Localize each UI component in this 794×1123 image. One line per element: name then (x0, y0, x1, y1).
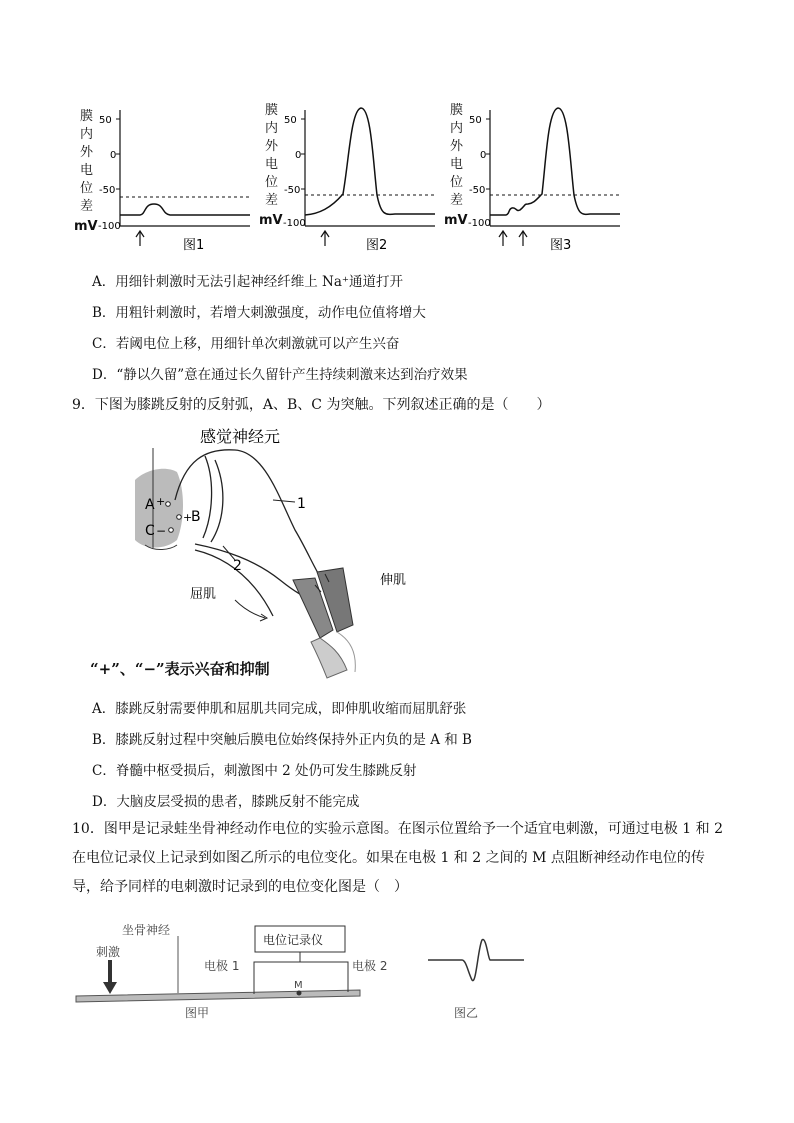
svg-text:位: 位 (80, 181, 94, 196)
flexor-label: 屈肌 (190, 587, 217, 602)
stimulus-label: 刺激 (96, 945, 121, 959)
q9-option-c: C．脊髓中枢受损后，刺激图中 2 处仍可发生膝跳反射 (92, 763, 417, 779)
synapse-a: A (145, 497, 155, 513)
sensory-neuron-label: 感觉神经元 (200, 427, 281, 446)
q8-option-c: C．若阈电位上移，用细针单次刺激就可以产生兴奋 (92, 336, 400, 352)
nerve-recording-diagram (70, 918, 540, 1028)
svg-text:膜: 膜 (80, 109, 94, 124)
svg-text:电: 电 (450, 157, 464, 172)
svg-text:mV: mV (444, 213, 468, 228)
tick-50: 50 (99, 115, 112, 126)
graph-3-caption: 图3 (550, 238, 572, 253)
svg-text:-100: -100 (283, 218, 306, 229)
q8-option-a: A．用细针刺激时无法引起神经纤维上 Na⁺通道打开 (92, 274, 404, 290)
graph-2 (259, 103, 435, 253)
svg-text:差: 差 (265, 193, 279, 208)
svg-text:外: 外 (450, 139, 464, 154)
svg-text:内: 内 (265, 121, 279, 136)
svg-text:+: + (156, 495, 166, 508)
recorder-label: 电位记录仪 (263, 933, 324, 947)
svg-text:位: 位 (265, 175, 279, 190)
label-1: 1 (297, 496, 306, 512)
svg-text:0: 0 (480, 150, 487, 161)
svg-text:电: 电 (80, 163, 94, 178)
label-2: 2 (233, 558, 242, 574)
synapse-b: B (191, 509, 201, 525)
diagram-caption: “+”、“−”表示兴奋和抑制 (90, 660, 270, 678)
svg-text:-100: -100 (468, 218, 491, 229)
q8-graphs (70, 100, 630, 260)
graph-1-caption: 图1 (183, 238, 205, 253)
svg-text:-50: -50 (469, 185, 486, 196)
svg-text:内: 内 (80, 127, 94, 142)
svg-text:外: 外 (265, 139, 279, 154)
svg-text:mV: mV (74, 219, 98, 234)
tick-neg100: -100 (98, 221, 121, 232)
q9-stem: 9．下图为膝跳反射的反射弧，A、B、C 为突触。下列叙述正确的是（ ） (72, 397, 551, 413)
tick-0: 0 (110, 150, 117, 161)
figure-jia-caption: 图甲 (185, 1006, 210, 1020)
svg-text:膜: 膜 (450, 103, 464, 118)
svg-text:50: 50 (469, 115, 482, 126)
graph-2-caption: 图2 (366, 238, 388, 253)
electrode-1-label: 电极 1 (204, 959, 240, 973)
svg-text:−: − (156, 524, 167, 538)
point-m-label: M (294, 980, 303, 991)
q9-option-b: B．膝跳反射过程中突触后膜电位始终保持外正内负的是 A 和 B (92, 732, 472, 748)
extensor-label: 伸肌 (380, 573, 407, 588)
tick-neg50: -50 (99, 185, 116, 196)
q10-stem: 10．图甲是记录蛙坐骨神经动作电位的实验示意图。在图示位置给予一个适宜电刺激，可通过电极 1 和 2 在电位记录仪上记录到如图乙所示的电位变化。如果在电极 1 和 2 之间的 M 点阻断神经动作电位的传导，给予同样的电刺激时记录到的电位变化图是（ ） (72, 821, 723, 895)
svg-text:膜: 膜 (265, 103, 279, 118)
q9-option-d: D．大脑皮层受损的患者，膝跳反射不能完成 (92, 794, 360, 810)
graph-1-ylabel (74, 109, 98, 234)
nerve-label: 坐骨神经 (122, 923, 171, 937)
svg-text:差: 差 (80, 199, 94, 214)
svg-text:50: 50 (284, 115, 297, 126)
figure-yi-caption: 图乙 (454, 1006, 479, 1020)
electrode-2-label: 电极 2 (352, 959, 388, 973)
svg-text:mV: mV (259, 213, 283, 228)
knee-reflex-diagram (115, 420, 435, 682)
svg-text:电: 电 (265, 157, 279, 172)
svg-text:-50: -50 (284, 185, 301, 196)
q8-option-b: B．用粗针刺激时，若增大刺激强度，动作电位值将增大 (92, 305, 426, 321)
svg-text:0: 0 (295, 150, 302, 161)
q8-option-d: D．“静以久留”意在通过长久留针产生持续刺激来达到治疗效果 (92, 367, 468, 383)
graph-1 (74, 109, 250, 253)
svg-text:差: 差 (450, 193, 464, 208)
synapse-c: C (145, 523, 155, 539)
svg-text:内: 内 (450, 121, 464, 136)
graph-3 (444, 103, 620, 253)
svg-text:+: + (183, 511, 193, 524)
q9-option-a: A．膝跳反射需要伸肌和屈肌共同完成，即伸肌收缩而屈肌舒张 (92, 701, 467, 717)
svg-text:位: 位 (450, 175, 464, 190)
svg-text:外: 外 (80, 145, 94, 160)
